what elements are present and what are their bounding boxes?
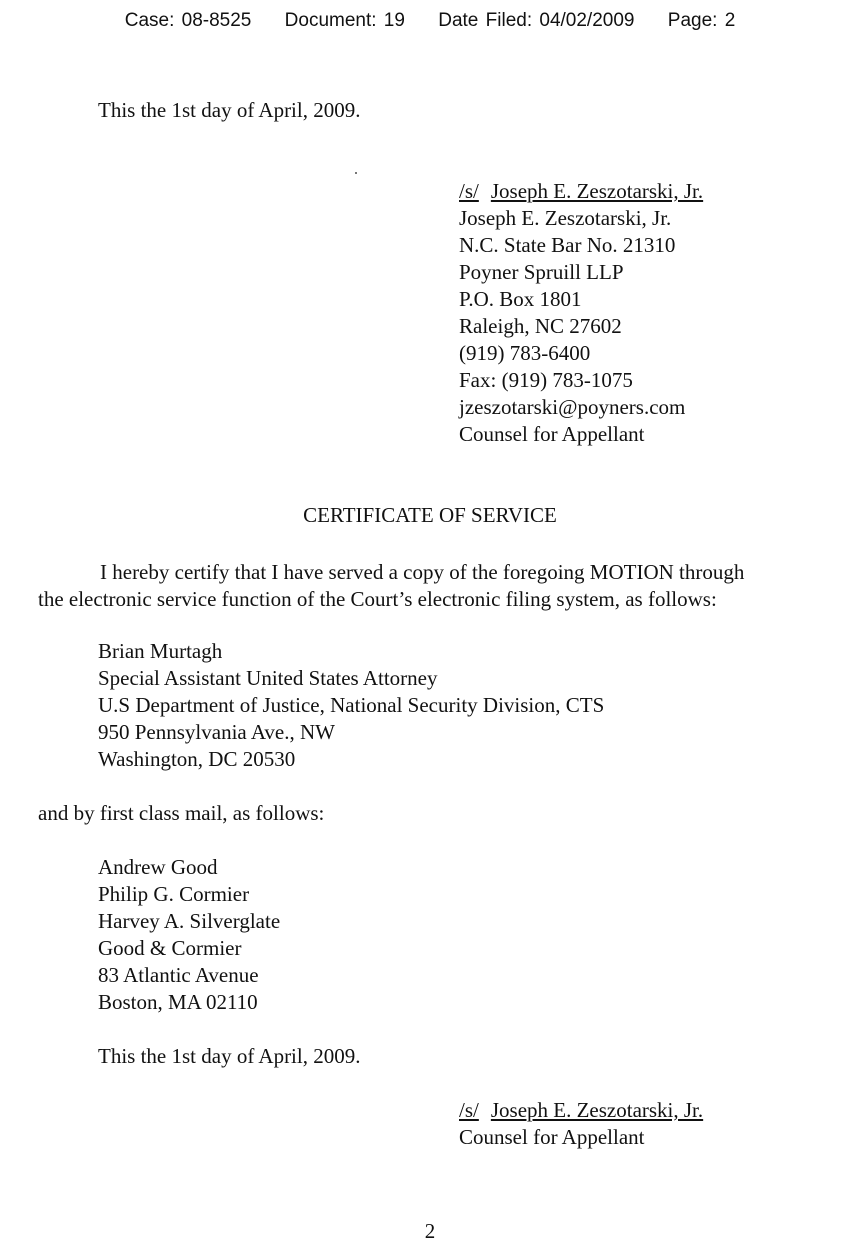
signature-prefix: /s/ (459, 1098, 479, 1122)
mail-recipients-address (98, 854, 280, 1016)
dated-line-bottom: This the 1st day of April, 2009. (98, 1044, 361, 1068)
electronic-recipient-address (98, 638, 604, 773)
certify-line-2: the electronic service function of the Court’s electronic filing system, as follows: (38, 587, 717, 611)
bar-number: N.C. State Bar No. 21310 (459, 233, 676, 257)
page-number: 2 (424, 1219, 436, 1243)
signer-name: Joseph E. Zeszotarski, Jr. (459, 206, 672, 230)
counsel-role: Counsel for Appellant (459, 422, 645, 446)
recipient-line: Brian Murtagh (98, 639, 223, 663)
phone: (919) 783-6400 (459, 341, 591, 365)
certify-line-1: I hereby certify that I have served a copy of the foregoing MOTION through (100, 560, 745, 584)
signature-name: Joseph E. Zeszotarski, Jr. (490, 1098, 704, 1122)
certify-paragraph (38, 559, 828, 613)
electronic-signature (459, 178, 703, 205)
signature-prefix: /s/ (459, 179, 479, 203)
certificate-title: CERTIFICATE OF SERVICE (303, 503, 557, 527)
recipient-line: Good & Cormier (98, 936, 242, 960)
fax: Fax: (919) 783-1075 (459, 368, 633, 392)
electronic-signature (459, 1097, 703, 1124)
firm-name: Poyner Spruill LLP (459, 260, 624, 284)
date-filed: Date Filed: 04/02/2009 (438, 10, 635, 31)
po-box: P.O. Box 1801 (459, 287, 582, 311)
recipient-line: Boston, MA 02110 (98, 990, 258, 1014)
recipient-line: 83 Atlantic Avenue (98, 963, 259, 987)
dated-line-top: This the 1st day of April, 2009. (98, 98, 361, 122)
signature-block-bottom (459, 1097, 703, 1151)
counsel-role: Counsel for Appellant (459, 1125, 645, 1149)
recipient-line: 950 Pennsylvania Ave., NW (98, 720, 335, 744)
recipient-line: U.S Department of Justice, National Security Division, CTS (98, 693, 605, 717)
recipient-line: Harvey A. Silverglate (98, 909, 281, 933)
city-state-zip: Raleigh, NC 27602 (459, 314, 622, 338)
recipient-line: Andrew Good (98, 855, 218, 879)
email: jzeszotarski@poyners.com (459, 395, 686, 419)
signature-block-top (459, 178, 703, 448)
recipient-line: Philip G. Cormier (98, 882, 250, 906)
case-number: Case: 08-8525 (124, 10, 252, 31)
mail-intro: and by first class mail, as follows: (38, 801, 325, 825)
document-number: Document: 19 (284, 10, 405, 31)
page-label: Page: 2 (667, 10, 736, 31)
recipient-line: Special Assistant United States Attorney (98, 666, 438, 690)
signature-name: Joseph E. Zeszotarski, Jr. (490, 179, 704, 203)
recipient-line: Washington, DC 20530 (98, 747, 296, 771)
scan-speck (355, 172, 357, 174)
case-header (0, 10, 860, 32)
